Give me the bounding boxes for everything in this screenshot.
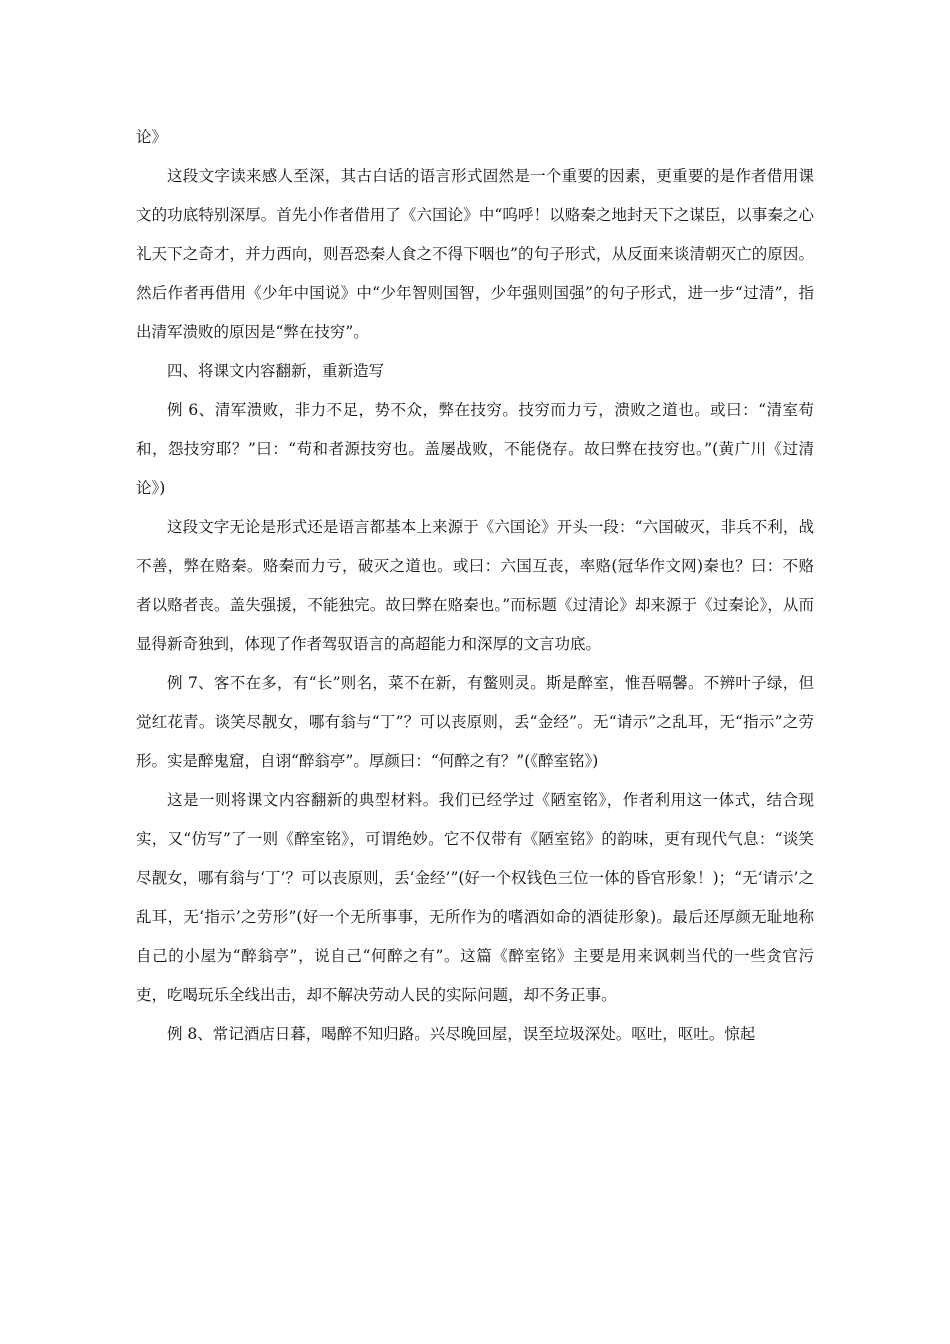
paragraph-analysis-1: 这段文字读来感人至深，其古白话的语言形式固然是一个重要的因素，更重要的是作者借用课文的功底特别深厚。首先小作者借用了《六国论》中“呜呼！以赂秦之地封天下之谋臣，以事秦之心礼天下之奇才，并力西向，则吾恐秦人食之不得下咽也”的句子形式，从反面来谈清朝灭亡的原因。然后作者再借用《少年中国说》中“少年智则国智，少年强则国强”的句子形式，进一步“过清”，指出清军溃败的原因是“弊在技穷”。 <box>136 167 814 341</box>
paragraph-analysis-3: 这是一则将课文内容翻新的典型材料。我们已经学过《陋室铭》，作者利用这一体式，结合现实，又“仿写”了一则《醉室铭》，可谓绝妙。它不仅带有《陋室铭》的韵味，更有现代气息：“谈笑尽靓女，哪有翁与‘丁’？可以丧原则，丢‘金经’”(好一个权钱色三位一体的昏官形象！)；“无‘请示’之乱耳，无‘指示’之劳形”(好一个无所事事，无所作为的嗜酒如命的酒徒形象)。最后还厚颜无耻地称自己的小屋为“醉翁亭”，说自己“何醉之有”。这篇《醉室铭》主要是用来讽刺当代的一些贪官污吏，吃喝玩乐全线出击，却不解决劳动人民的实际问题，却不务正事。 <box>136 791 814 1004</box>
document-body <box>136 118 814 1054</box>
paragraph-example-6: 例 6、清军溃败，非力不足，势不众，弊在技穷。技穷而力亏，溃败之道也。或曰：“清室苟和，怨技穷耶？”曰：“苟和者源技穷也。盖屡战败，不能侥存。故曰弊在技穷也。”(黄广川《过清论》) <box>136 401 814 497</box>
paragraph-example-7: 例 7、客不在多，有“长”则名，菜不在新，有鳖则灵。斯是醉室，惟吾嗝馨。不辨叶子绿，但觉红花青。谈笑尽靓女，哪有翁与“丁”？可以丧原则，丢“金经”。无“请示”之乱耳，无“指示”之劳形。实是醉鬼窟，自诩“醉翁亭”。厚颜曰：“何醉之有？”(《醉室铭》) <box>136 674 814 770</box>
paragraph-continuation: 论》 <box>136 128 168 146</box>
section-heading: 四、将课文内容翻新，重新造写 <box>167 362 385 380</box>
paragraph-analysis-2: 这段文字无论是形式还是语言都基本上来源于《六国论》开头一段：“六国破灭，非兵不利，战不善，弊在赂秦。赂秦而力亏，破灭之道也。或曰：六国互丧，率赂(冠华作文网)秦也？曰：不赂者以赂者丧。盖失强援，不能独完。故曰弊在赂秦也。”而标题《过清论》却来源于《过秦论》，从而显得新奇独到，体现了作者驾驭语言的高超能力和深厚的文言功底。 <box>136 518 814 653</box>
paragraph-example-8: 例 8、常记酒店日暮，喝醉不知归路。兴尽晚回屋，误至垃圾深处。呕吐，呕吐。惊起 <box>167 1025 756 1043</box>
